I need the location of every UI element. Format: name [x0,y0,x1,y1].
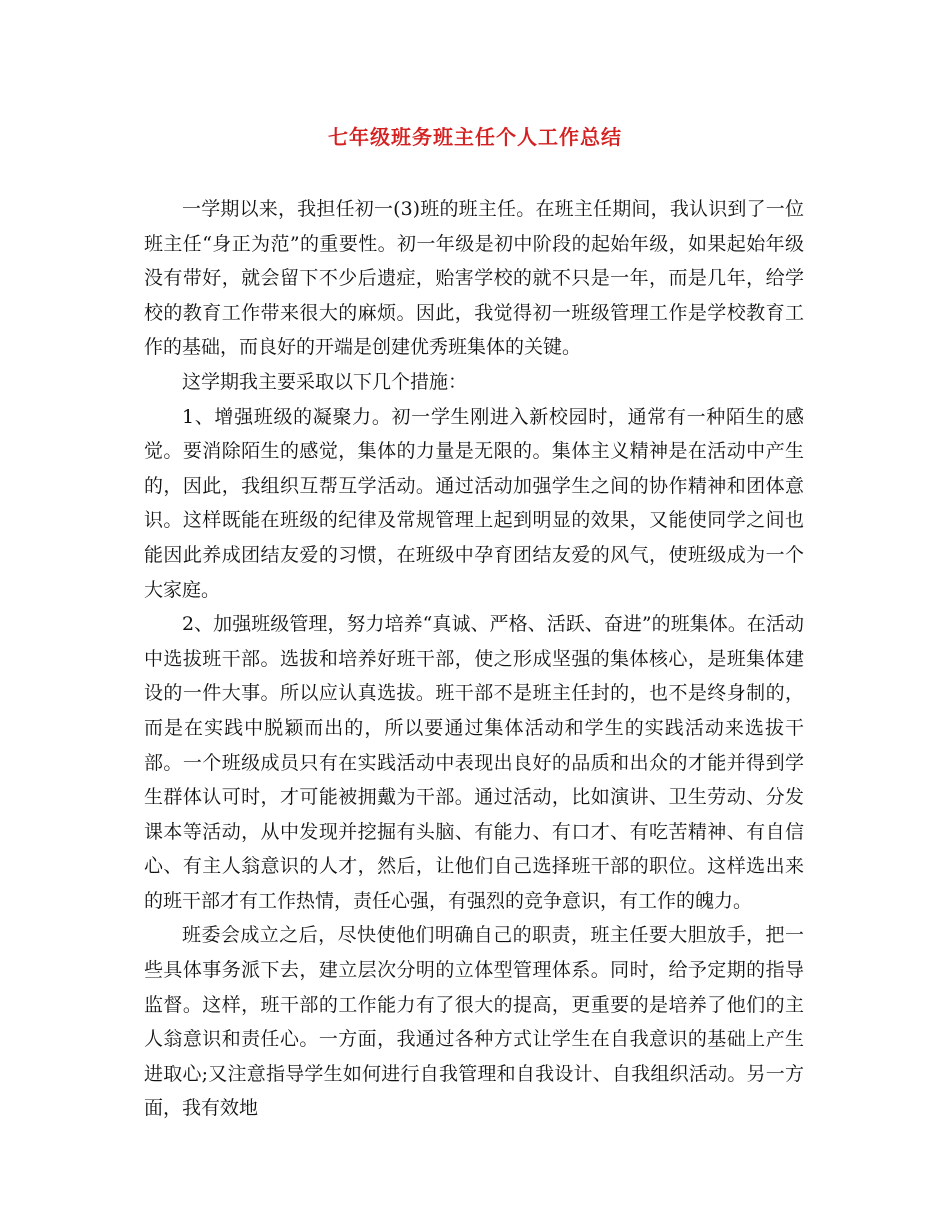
paragraph-measure-1: 1、增强班级的凝聚力。初一学生刚进入新校园时，通常有一种陌生的感觉。要消除陌生的感觉，集体的力量是无限的。集体主义精神是在活动中产生的，因此，我组织互帮互学活动。通过活动加强学生之间的协作精神和团体意识。这样既能在班级的纪律及常规管理上起到明显的效果，又能使同学之间也能因此养成团结友爱的习惯，在班级中孕育团结友爱的风气，使班级成为一个大家庭。 [144,405,804,601]
paragraph-measures-lead: 这学期我主要采取以下几个措施： [182,370,468,393]
paragraph-measure-2: 2、加强班级管理，努力培养“真诚、严格、活跃、奋进”的班集体。在活动中选拔班干部。选拔和培养好班干部，使之形成坚强的集体核心，是班集体建设的一件大事。所以应认真选拔。班干部不是班主任封的，也不是终身制的，而是在实践中脱颖而出的，所以要通过集体活动和学生的实践活动来选拔干部。一个班级成员只有在实践活动中表现出良好的品质和出众的才能并得到学生群体认可时，才可能被拥戴为干部。通过活动，比如演讲、卫生劳动、分发课本等活动，从中发现并挖掘有头脑、有能力、有口才、有吃苦精神、有自信心、有主人翁意识的人才，然后，让他们自己选择班干部的职位。这样选出来的班干部才有工作热情，责任心强，有强烈的竞争意识，有工作的魄力。 [144,613,804,912]
document-title: 七年级班务班主任个人工作总结 [328,125,622,149]
paragraph-intro: 一学期以来，我担任初一(3)班的班主任。在班主任期间，我认识到了一位班主任“身正为范”的重要性。初一年级是初中阶段的起始年级，如果起始年级没有带好，就会留下不少后遗症，贻害学校的就不只是一年，而是几年，给学校的教育工作带来很大的麻烦。因此，我觉得初一班级管理工作是学校教育工作的基础，而良好的开端是创建优秀班集体的关键。 [144,198,804,359]
document-body [144,192,804,1126]
paragraph-class-committee: 班委会成立之后，尽快使他们明确自己的职责，班主任要大胆放手，把一些具体事务派下去，建立层次分明的立体型管理体系。同时，给予定期的指导监督。这样，班干部的工作能力有了很大的提高，更重要的是培养了他们的主人翁意识和责任心。一方面，我通过各种方式让学生在自我意识的基础上产生进取心;又注意指导学生如何进行自我管理和自我设计、自我组织活动。另一方面，我有效地 [144,924,804,1120]
